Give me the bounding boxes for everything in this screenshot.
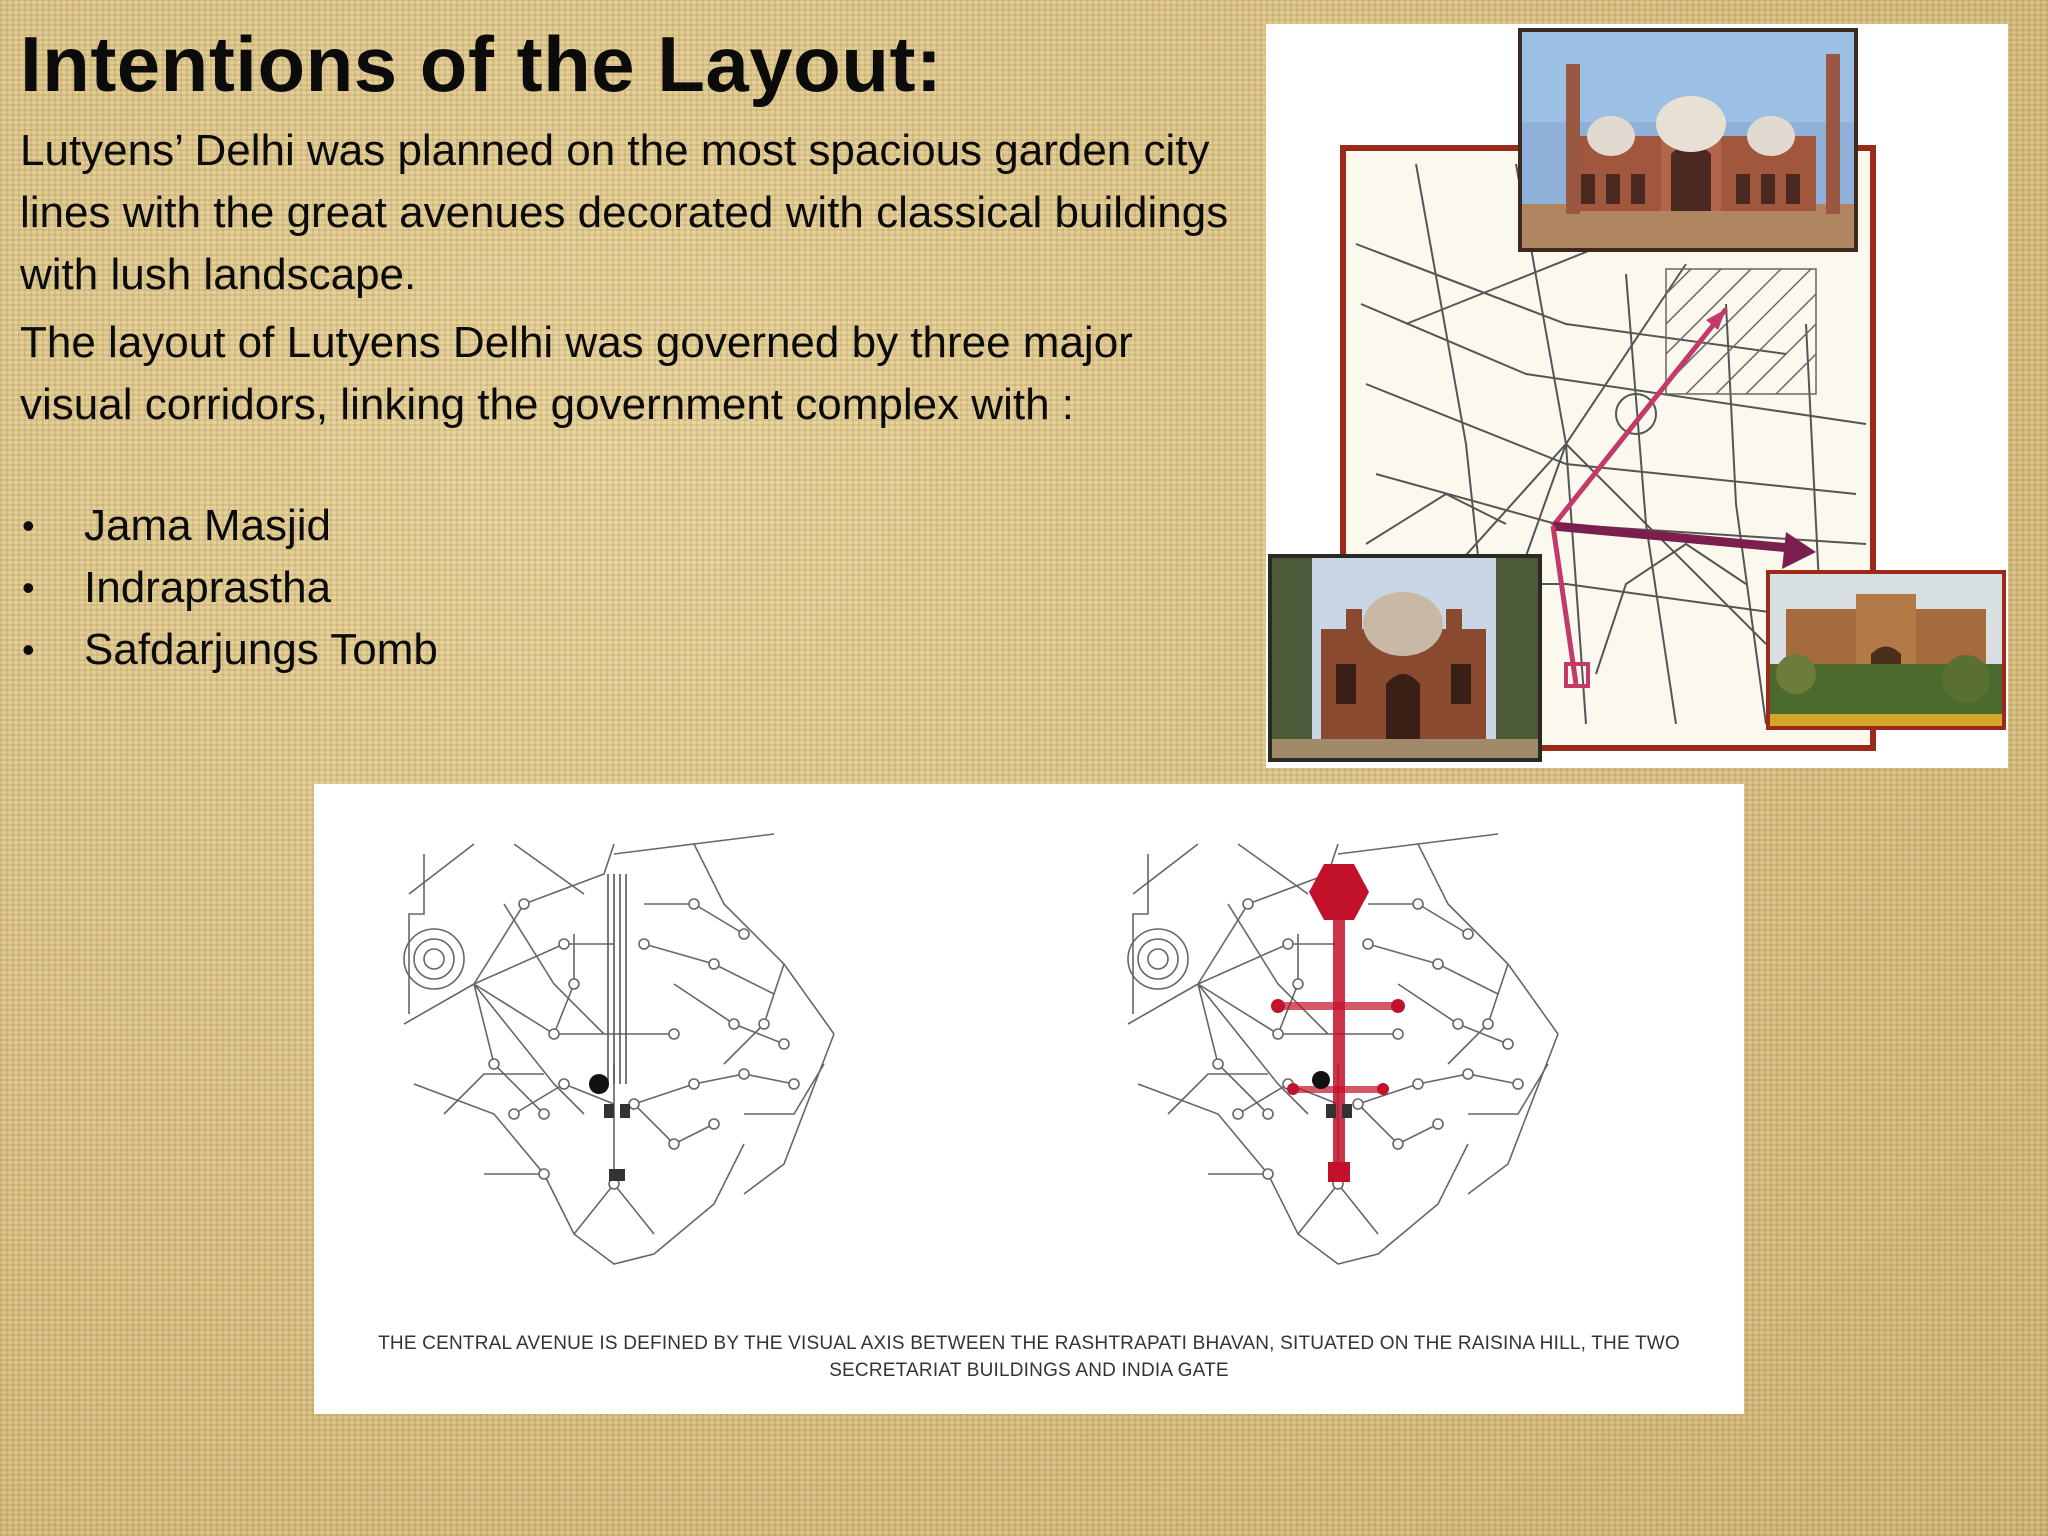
list-item-label: Safdarjungs Tomb bbox=[84, 625, 438, 674]
corridor-map-collage bbox=[1266, 24, 2008, 768]
bullet-icon: • bbox=[22, 505, 35, 546]
list-item bbox=[20, 495, 438, 557]
list-item bbox=[20, 619, 438, 681]
list-item-label: Indraprastha bbox=[84, 563, 332, 612]
corridor-map-image bbox=[1266, 24, 2008, 768]
council-chamber-marker bbox=[589, 1074, 609, 1094]
list-item-label: Jama Masjid bbox=[84, 501, 331, 550]
corridors-paragraph: The layout of Lutyens Delhi was governed by three major visual corridors, linking the government complex with : bbox=[20, 318, 1133, 429]
list-item bbox=[20, 557, 438, 619]
figure-caption: THE CENTRAL AVENUE IS DEFINED BY THE VISUAL AXIS BETWEEN THE RASHTRAPATI BHAVAN, SITUATED ON THE RAISINA HILL, THE TWO SECRETARIAT BUILDINGS AND INDIA GATE bbox=[378, 1333, 1680, 1381]
bullet-icon: • bbox=[22, 567, 35, 608]
corridor-list bbox=[20, 495, 438, 681]
plan-right bbox=[1128, 834, 1558, 1264]
central-axis-diagrams bbox=[314, 784, 1744, 1414]
intro-paragraph: Lutyens’ Delhi was planned on the most spacious garden city lines with the great avenues decorated with classical buildings with lush landscape. bbox=[20, 126, 1229, 299]
jama-masjid-photo bbox=[1518, 28, 1858, 252]
bullet-icon: • bbox=[22, 629, 35, 670]
slide-title: Intentions of the Layout: bbox=[20, 20, 943, 108]
central-axis-highlight bbox=[1271, 864, 1405, 1182]
central-axis-figure bbox=[314, 784, 1744, 1414]
plan-left bbox=[404, 834, 834, 1264]
indraprastha-fort-photo bbox=[1766, 570, 2006, 730]
safdarjung-tomb-photo bbox=[1268, 554, 1542, 762]
